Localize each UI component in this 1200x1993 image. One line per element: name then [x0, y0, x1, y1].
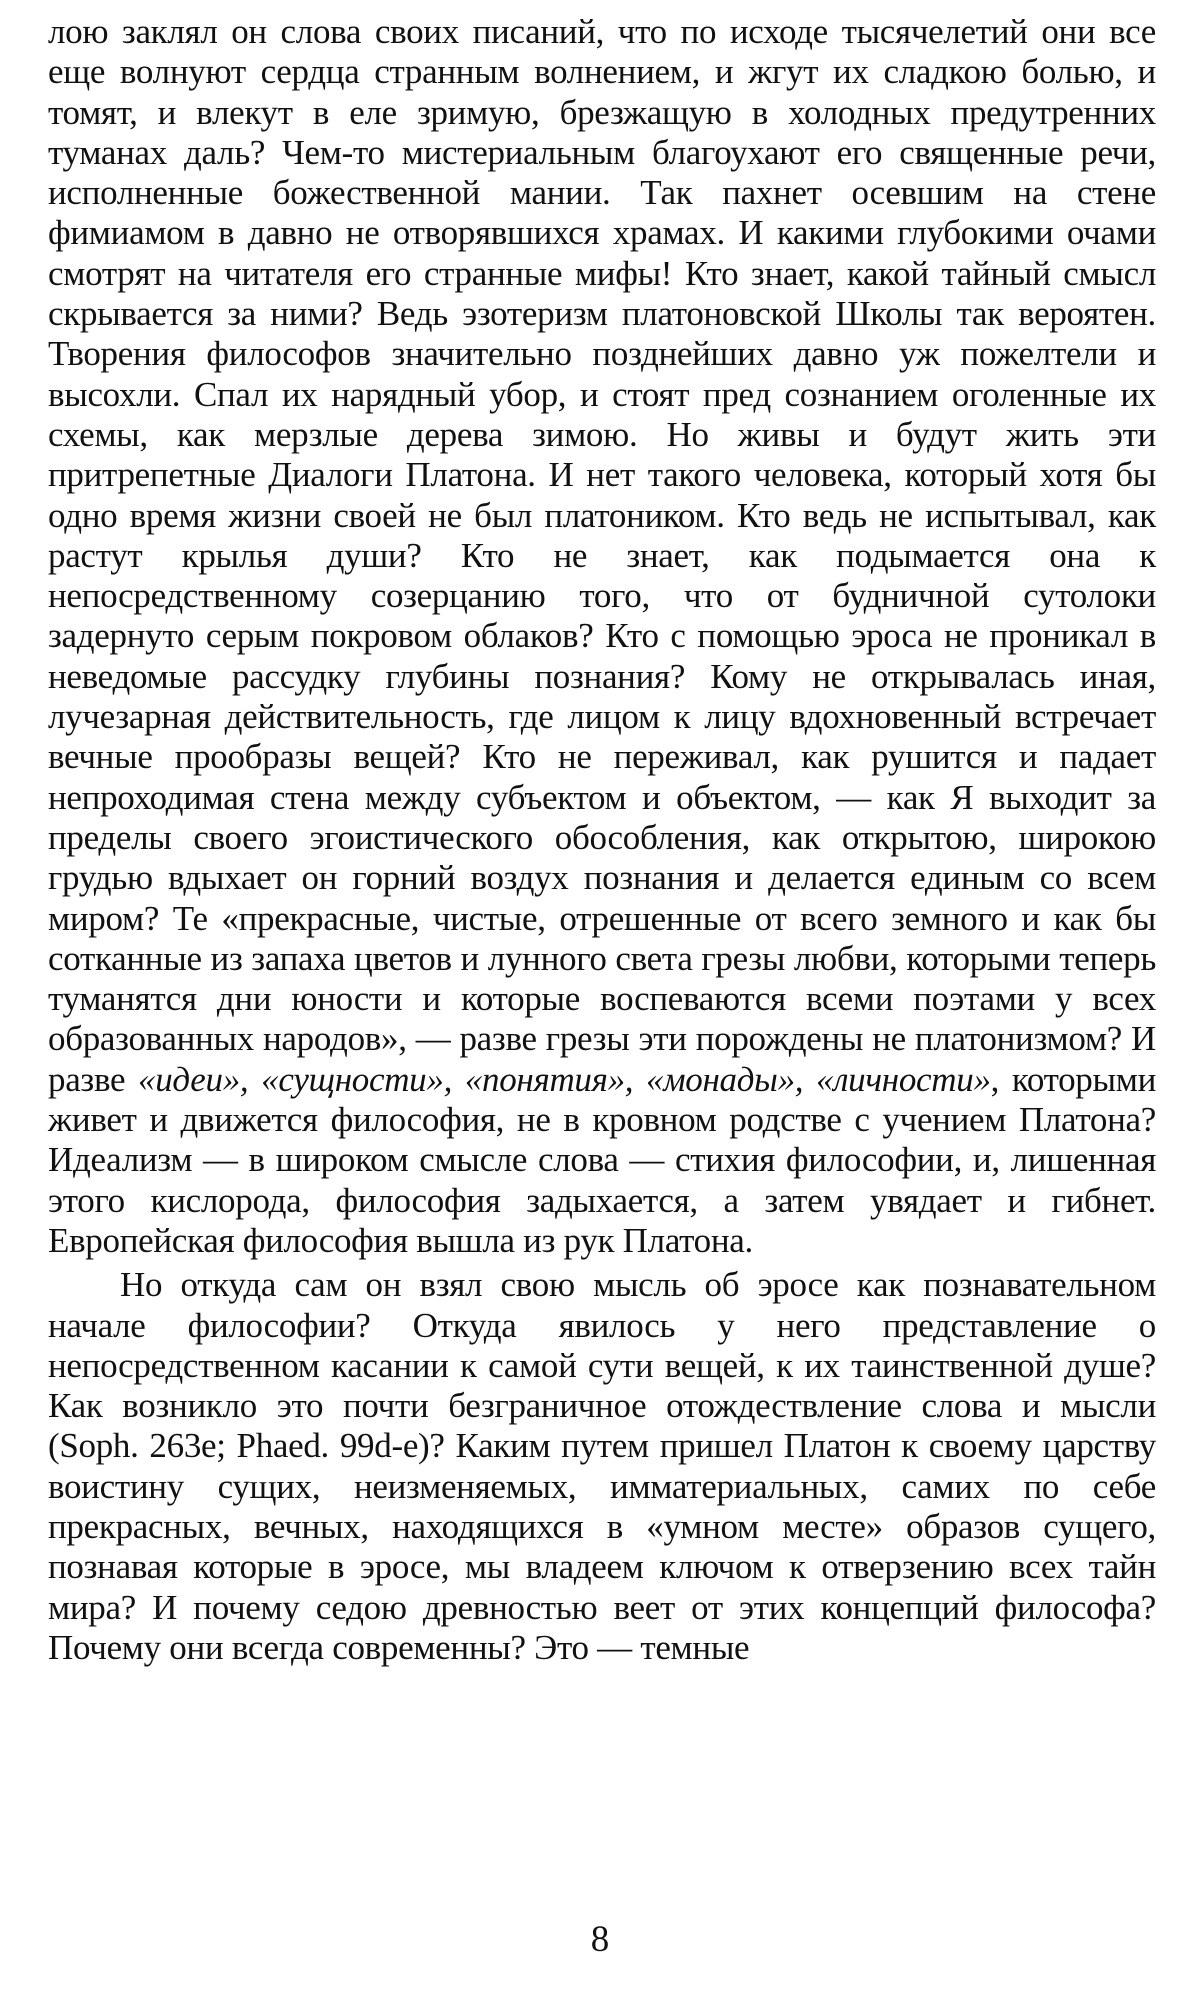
- page-number: 8: [590, 1919, 610, 1960]
- paragraph-1: [48, 12, 1156, 1261]
- paragraph-2: Но откуда сам он взял свою мысль об эросе как познавательном начале философии? Откуда явилось у него представление о непосредственном касании к самой сути вещей, к их таинственной душе? Как возникло это почти безграничное отождествление слова и мысли (Soph. 263е; Phaed. 99d-e)? Каким путем пришел Платон к своему царству воистину сущих, неизменяемых, имматериальных, самих по себе прекрасных, вечных, находящихся в «умном месте» образов сущего, познавая которые в эросе, мы владеем ключом к отверзению всех тайн мира? И почему седою древностью веет от этих концепций философа? Почему они всегда современны? Это — темные: [48, 1265, 1156, 1667]
- paragraph-1-text-a: лою заклял он слова своих писаний, что по исходе тысячелетий они все еще волнуют сердца странным волнением, и жгут их сладкою болью, и томят, и влекут в еле зримую, брезжащую в холодных предутренних туманах даль? Чем-то мистериальным благоухают его священные речи, исполненные божественной мании. Так пахнет осевшим на стене фимиамом в давно не отворявшихся храмах. И какими глубокими очами смотрят на читателя его странные мифы! Кто знает, какой тайный смысл скрывается за ними? Ведь эзотеризм платоновской Школы так вероятен. Творения философов значительно позднейших давно уж пожелтели и высохли. Спал их нарядный убор, и стоят пред сознанием оголенные их схемы, как мерзлые дерева зимою. Но живы и будут жить эти притрепетные Диалоги Платона. И нет такого человека, который хотя бы одно время жизни своей не был платоником. Кто ведь не испытывал, как растут крылья души? Кто не знает, как подымается она к непосредственному созерцанию того, что от будничной сутолоки задернуто серым покровом облаков? Кто с помощью эроса не проникал в неведомые рассудку глубины познания? Кому не открывалась иная, лучезарная действительность, где лицом к лицу вдохновенный встречает вечные прообразы вещей? Кто не переживал, как рушится и падает непроходимая стена между субъектом и объектом, — как Я выходит за пределы своего эгоистического обособления, как открытою, широкою грудью вдыхает он горний воздух познания и делается единым со всем миром? Те «прекрасные, чистые, отрешенные от всего земного и как бы сотканные из запаха цветов и лунного света грезы любви, которыми теперь туманятся дни юности и которые воспеваются всеми поэтами у всех образованных народов», — разве грезы эти порождены не платонизмом? И разве: [48, 12, 1156, 1099]
- page-body: [48, 12, 1156, 1668]
- paragraph-1-italic-terms: «идеи», «сущности», «понятия», «монады», «личности»: [138, 1059, 991, 1099]
- paragraph-1-text-b: , которыми живет и движется философия, не в кровном родстве с учением Платона? Идеализм — в широком смысле слова — стихия философии, и, лишенная этого кислорода, философия задыхается, а затем увядает и гибнет. Европейская философия вышла из рук Платона.: [48, 1059, 1157, 1260]
